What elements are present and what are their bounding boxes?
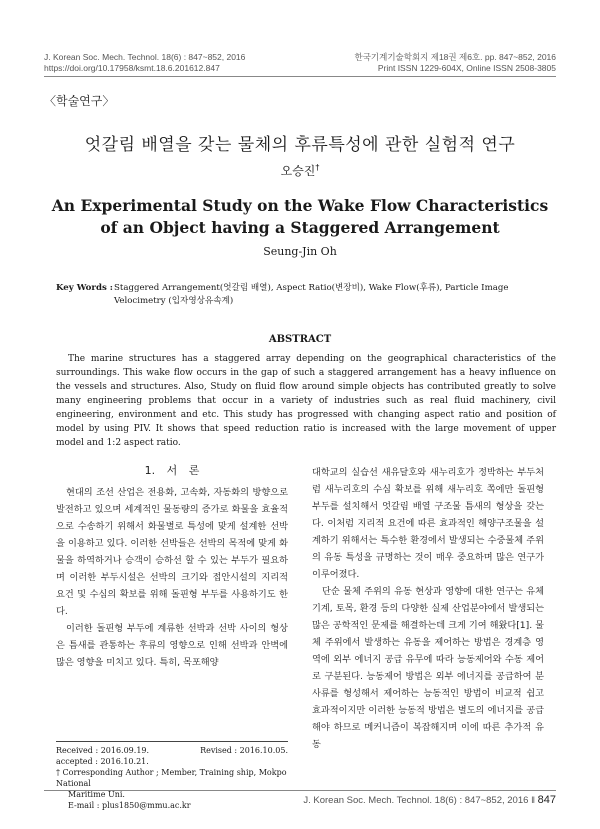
title-korean: 엇갈림 배열을 갖는 물체의 후류특성에 관한 실험적 연구 [84,135,516,155]
paragraph: 대학교의 실습선 새유달호와 새누리호가 정박하는 부두처럼 새누리호의 수심 확보를 위해 새누리호 쪽에만 돌핀형 부두를 설치해서 엇갈림 배열 구조물 틈새의 형상을 갖는다. 이처럼 지리적 요건에 따른 효과적인 해양구조물을 설계하기 위해서는 특수한 환경에서 발생되는 수중물체 주위의 유동 특성을 규명하는 것이 매우 중요하며 많은 연구가 이루어졌다. [312,467,544,580]
paragraph: 단순 물체 주위의 유동 현상과 영향에 대한 연구는 유체기계, 토목, 환경 등의 다양한 실제 산업분야에서 발생되는 많은 공학적인 문제를 해결하는데 크게 기여 해왔다[1]. 물체 주위에서 발생하는 유동을 제어하는 방법은 경계층 영역에 외부 에너지 공급 유무에 따라 능동제어와 수동 제어로 구분된다. 능동제어 방법은 외부 에너지를 공급하여 분사류를 형성해서 제어하는 능동적인 방법이 비교적 쉽고 효과적이지만 이러한 능동적 방법은 별도의 에너지를 공급해야 하므로 메커니즘이 복잡해지며 이에 따른 추가적 유동 [312,586,544,750]
keywords-text: Staggered Arrangement(엇갈림 배열), Aspect Ratio(변장비), Wake Flow(후류), Particle Image Velocimetry (입자영상유속계) [114,283,509,306]
corresponding-mark: † [315,163,320,172]
running-header-right [354,52,556,74]
date-row [56,745,288,756]
footnote-block [56,745,288,811]
accepted-date: accepted : 2016.10.21. [56,757,149,766]
abstract-body: The marine structures has a staggered array depending on the geographical characteristics of the surroundings. This wake flow occurs in the gap of such a staggered arrangement has a heavy influence on the vessels and structures. Also, Study on fluid flow around simple objects has contributed greatly to solve many engineering problems that occur in a variety of industries such as real fluid machinery, civil engineering, environment and etc. This study has progressed with changing aspect ratio and position of model by using PIV. It shows that speed reduction ratio is increased with the large movement of upper model and 1:2 aspect ratio. [56,354,556,448]
footnote-divider [56,741,288,742]
footer-separator: ‖ [531,795,538,806]
section-tag: 〈학술연구〉 [44,94,115,108]
title-english [0,195,600,239]
page-number: 847 [537,794,556,806]
header-divider [44,76,556,77]
title-english-line-2: of an Object having a Staggered Arrangement [100,218,500,237]
body-column-left [56,484,288,671]
issn-line: Print ISSN 1229-604X, Online ISSN 2508-3805 [377,63,556,73]
journal-citation: J. Korean Soc. Mech. Technol. 18(6) : 847~852, 2016 [44,52,246,62]
doi-link[interactable]: https://doi.org/10.17958/ksmt.18.6.201612.847 [44,63,220,73]
author-korean [0,162,600,179]
section-heading-introduction: 1. 서 론 [144,464,200,477]
paragraph: 현대의 조선 산업은 전용화, 고속화, 자동화의 방향으로 발전하고 있으며 세계적인 물동량의 증가로 화물을 효율적으로 수송하기 위해서 화물별로 특성에 맞게 설계한 선박을 이용하고 있다. 이러한 선박들은 선박의 목적에 맞게 화물을 하역하거나 승객이 승하선 할 수 있는 부두가 필요하며 이러한 부두시설은 선박의 크기와 접안시설의 지리적 요건 및 수심의 확보를 위해 돌핀형 부두를 사용하기도 한다. [56,487,288,617]
received-date: Received : 2016.09.19. [56,746,150,755]
running-header-left [44,52,245,74]
author-email[interactable]: E-mail : plus1850@mmu.ac.kr [68,801,191,810]
running-footer [303,794,556,806]
journal-citation-korean: 한국기계기술학회지 제18권 제6호. pp. 847~852, 2016 [354,52,556,62]
body-column-right [312,464,544,753]
author-name-korean: 오승진 [280,164,316,178]
paragraph: 이러한 돌핀형 부두에 계류한 선박과 선박 사이의 형상은 틈새를 관통하는 후류의 영향으로 인해 선박과 안벽에 많은 영향을 미치고 있다. 특히, 목포해양 [56,623,288,668]
footer-divider [44,790,556,791]
corresponding-author: † Corresponding Author ; Member, Training ship, Mokpo National [56,768,287,788]
author-english: Seung-Jin Oh [263,245,337,258]
abstract-title: ABSTRACT [268,334,332,345]
keywords-block [56,282,556,308]
title-english-line-1: An Experimental Study on the Wake Flow Characteristics [51,196,549,215]
affiliation: Maritime Uni. [68,790,125,799]
footer-citation: J. Korean Soc. Mech. Technol. 18(6) : 847~852, 2016 [303,795,529,806]
revised-date: Revised : 2016.10.05. [200,746,288,755]
keywords-label: Key Words : [56,283,113,293]
